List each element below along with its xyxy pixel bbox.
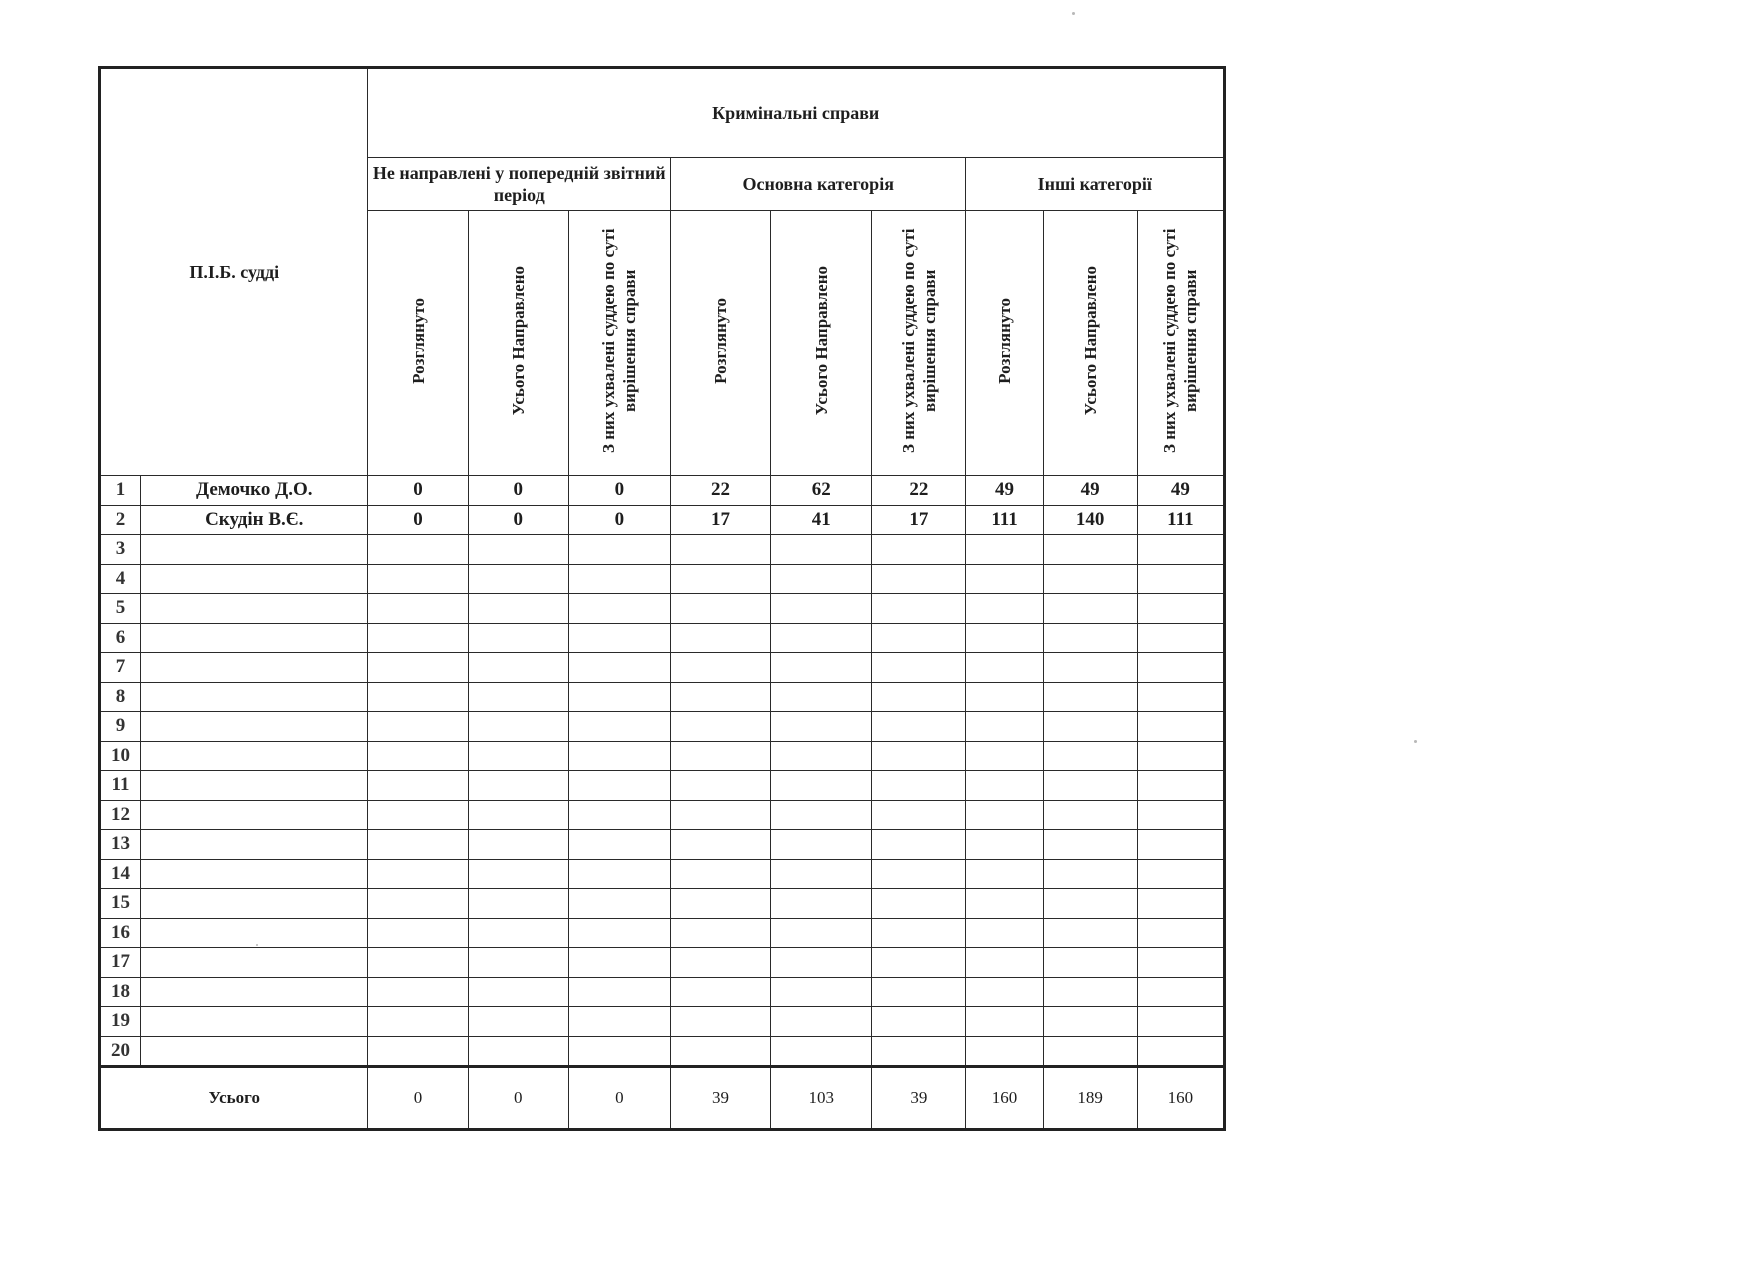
value-cell bbox=[872, 948, 966, 978]
value-cell bbox=[670, 1007, 770, 1037]
value-cell bbox=[1137, 948, 1224, 978]
value-cell bbox=[1043, 977, 1137, 1007]
value-cell bbox=[966, 741, 1043, 771]
subcolumn-header bbox=[468, 211, 568, 476]
value-cell bbox=[1043, 741, 1137, 771]
value-cell bbox=[1137, 1036, 1224, 1067]
value-cell bbox=[966, 653, 1043, 683]
judge-name-cell bbox=[141, 830, 368, 860]
value-cell bbox=[1137, 535, 1224, 565]
value-cell bbox=[670, 535, 770, 565]
row-number: 16 bbox=[100, 918, 141, 948]
value-cell bbox=[468, 918, 568, 948]
judge-name-cell bbox=[141, 623, 368, 653]
value-cell bbox=[771, 948, 872, 978]
value-cell bbox=[368, 682, 468, 712]
subcolumn-label: Розглянуто bbox=[408, 297, 428, 384]
value-cell bbox=[1137, 594, 1224, 624]
value-cell bbox=[771, 918, 872, 948]
subcolumn-header bbox=[872, 211, 966, 476]
value-cell bbox=[1043, 623, 1137, 653]
subcolumn-label: Розглянуто bbox=[995, 297, 1015, 384]
total-label: Усього bbox=[100, 1067, 368, 1130]
value-cell bbox=[872, 535, 966, 565]
judge-name-cell bbox=[141, 889, 368, 919]
subcolumn-header bbox=[1137, 211, 1224, 476]
value-cell bbox=[771, 830, 872, 860]
value-cell: 22 bbox=[670, 476, 770, 506]
row-number: 12 bbox=[100, 800, 141, 830]
value-cell bbox=[966, 771, 1043, 801]
value-cell bbox=[568, 741, 670, 771]
value-cell bbox=[368, 653, 468, 683]
value-cell bbox=[1137, 653, 1224, 683]
group-header-other-categories: Інші категорії bbox=[966, 158, 1225, 211]
value-cell bbox=[670, 771, 770, 801]
table-row bbox=[100, 948, 1225, 978]
value-cell bbox=[966, 948, 1043, 978]
value-cell bbox=[368, 800, 468, 830]
value-cell bbox=[468, 594, 568, 624]
value-cell bbox=[771, 682, 872, 712]
value-cell bbox=[771, 594, 872, 624]
total-value-cell: 0 bbox=[468, 1067, 568, 1130]
value-cell bbox=[872, 800, 966, 830]
value-cell bbox=[468, 564, 568, 594]
value-cell: 49 bbox=[966, 476, 1043, 506]
value-cell bbox=[368, 594, 468, 624]
judge-name-header: П.І.Б. судді bbox=[100, 68, 368, 476]
table-row bbox=[100, 1007, 1225, 1037]
value-cell bbox=[1043, 653, 1137, 683]
value-cell bbox=[872, 653, 966, 683]
value-cell bbox=[568, 977, 670, 1007]
table-row bbox=[100, 918, 1225, 948]
subcolumn-label: Розглянуто bbox=[711, 297, 731, 384]
value-cell: 0 bbox=[568, 505, 670, 535]
row-number: 8 bbox=[100, 682, 141, 712]
value-cell bbox=[468, 800, 568, 830]
value-cell bbox=[670, 948, 770, 978]
value-cell bbox=[368, 535, 468, 565]
value-cell bbox=[1137, 623, 1224, 653]
value-cell bbox=[872, 712, 966, 742]
value-cell bbox=[1043, 800, 1137, 830]
value-cell bbox=[670, 741, 770, 771]
subcolumn-label: Усього Направлено bbox=[508, 265, 528, 416]
value-cell bbox=[670, 889, 770, 919]
judge-name-cell bbox=[141, 594, 368, 624]
row-number: 2 bbox=[100, 505, 141, 535]
value-cell bbox=[872, 682, 966, 712]
value-cell bbox=[872, 977, 966, 1007]
judge-name-cell bbox=[141, 682, 368, 712]
value-cell bbox=[670, 800, 770, 830]
value-cell bbox=[966, 918, 1043, 948]
table-row bbox=[100, 712, 1225, 742]
row-number: 15 bbox=[100, 889, 141, 919]
value-cell bbox=[1043, 712, 1137, 742]
total-value-cell: 160 bbox=[966, 1067, 1043, 1130]
value-cell bbox=[872, 1036, 966, 1067]
value-cell bbox=[670, 712, 770, 742]
value-cell bbox=[771, 712, 872, 742]
value-cell bbox=[568, 594, 670, 624]
value-cell bbox=[966, 594, 1043, 624]
value-cell bbox=[670, 918, 770, 948]
value-cell bbox=[468, 859, 568, 889]
value-cell bbox=[670, 977, 770, 1007]
value-cell bbox=[1137, 682, 1224, 712]
value-cell: 17 bbox=[670, 505, 770, 535]
value-cell: 17 bbox=[872, 505, 966, 535]
value-cell bbox=[1043, 830, 1137, 860]
value-cell bbox=[468, 948, 568, 978]
value-cell bbox=[468, 889, 568, 919]
table-row bbox=[100, 535, 1225, 565]
value-cell bbox=[872, 859, 966, 889]
value-cell bbox=[1137, 712, 1224, 742]
table-row bbox=[100, 771, 1225, 801]
value-cell bbox=[1137, 859, 1224, 889]
scan-speck bbox=[1072, 12, 1075, 15]
value-cell bbox=[670, 623, 770, 653]
value-cell bbox=[1137, 977, 1224, 1007]
subcolumn-header bbox=[966, 211, 1043, 476]
value-cell bbox=[771, 800, 872, 830]
row-number: 10 bbox=[100, 741, 141, 771]
value-cell bbox=[368, 1007, 468, 1037]
value-cell: 111 bbox=[1137, 505, 1224, 535]
value-cell bbox=[966, 889, 1043, 919]
value-cell bbox=[468, 623, 568, 653]
value-cell bbox=[568, 1036, 670, 1067]
value-cell bbox=[771, 535, 872, 565]
judge-name-cell bbox=[141, 918, 368, 948]
row-number: 17 bbox=[100, 948, 141, 978]
row-number: 13 bbox=[100, 830, 141, 860]
value-cell bbox=[568, 712, 670, 742]
value-cell bbox=[1137, 800, 1224, 830]
value-cell bbox=[1043, 1007, 1137, 1037]
row-number: 5 bbox=[100, 594, 141, 624]
value-cell bbox=[966, 859, 1043, 889]
value-cell bbox=[771, 623, 872, 653]
judge-name-cell bbox=[141, 535, 368, 565]
group-header-main-category: Основна категорія bbox=[670, 158, 966, 211]
value-cell bbox=[368, 830, 468, 860]
value-cell bbox=[1043, 771, 1137, 801]
value-cell bbox=[468, 535, 568, 565]
value-cell bbox=[771, 771, 872, 801]
judge-name-cell bbox=[141, 712, 368, 742]
row-number: 18 bbox=[100, 977, 141, 1007]
value-cell bbox=[771, 889, 872, 919]
table-row bbox=[100, 594, 1225, 624]
total-value-cell: 189 bbox=[1043, 1067, 1137, 1130]
value-cell bbox=[368, 741, 468, 771]
value-cell bbox=[568, 948, 670, 978]
value-cell: 0 bbox=[468, 476, 568, 506]
value-cell bbox=[468, 830, 568, 860]
value-cell: 0 bbox=[368, 505, 468, 535]
subcolumn-header bbox=[771, 211, 872, 476]
value-cell bbox=[1137, 771, 1224, 801]
subcolumn-label: З них ухвалені суддею по суті вирішення справи bbox=[1160, 228, 1201, 453]
value-cell bbox=[468, 712, 568, 742]
subcolumn-header bbox=[368, 211, 468, 476]
value-cell bbox=[1137, 889, 1224, 919]
value-cell bbox=[771, 653, 872, 683]
value-cell bbox=[966, 1007, 1043, 1037]
value-cell bbox=[771, 741, 872, 771]
value-cell bbox=[368, 918, 468, 948]
value-cell bbox=[771, 977, 872, 1007]
value-cell bbox=[872, 830, 966, 860]
value-cell bbox=[670, 682, 770, 712]
value-cell bbox=[771, 1007, 872, 1037]
value-cell bbox=[1043, 564, 1137, 594]
value-cell bbox=[872, 623, 966, 653]
value-cell bbox=[771, 859, 872, 889]
row-number: 9 bbox=[100, 712, 141, 742]
value-cell bbox=[872, 889, 966, 919]
value-cell bbox=[966, 977, 1043, 1007]
value-cell bbox=[1043, 918, 1137, 948]
value-cell bbox=[568, 800, 670, 830]
table-row bbox=[100, 682, 1225, 712]
value-cell bbox=[1043, 859, 1137, 889]
value-cell bbox=[1137, 1007, 1224, 1037]
value-cell bbox=[872, 1007, 966, 1037]
value-cell bbox=[568, 1007, 670, 1037]
total-value-cell: 39 bbox=[872, 1067, 966, 1130]
value-cell bbox=[368, 889, 468, 919]
criminal-cases-report-table bbox=[98, 66, 1226, 1131]
value-cell: 62 bbox=[771, 476, 872, 506]
value-cell bbox=[1043, 594, 1137, 624]
table-row bbox=[100, 800, 1225, 830]
table-row bbox=[100, 476, 1225, 506]
total-value-cell: 103 bbox=[771, 1067, 872, 1130]
value-cell bbox=[966, 1036, 1043, 1067]
subcolumn-header bbox=[568, 211, 670, 476]
value-cell bbox=[1137, 830, 1224, 860]
value-cell bbox=[368, 771, 468, 801]
judge-name-cell bbox=[141, 859, 368, 889]
value-cell bbox=[368, 859, 468, 889]
value-cell bbox=[368, 1036, 468, 1067]
value-cell bbox=[1137, 918, 1224, 948]
row-number: 4 bbox=[100, 564, 141, 594]
judge-name-cell bbox=[141, 948, 368, 978]
value-cell bbox=[468, 771, 568, 801]
value-cell: 22 bbox=[872, 476, 966, 506]
row-number: 19 bbox=[100, 1007, 141, 1037]
value-cell bbox=[1043, 889, 1137, 919]
judge-name-cell: Скудін В.Є. bbox=[141, 505, 368, 535]
value-cell bbox=[670, 859, 770, 889]
value-cell bbox=[568, 653, 670, 683]
value-cell bbox=[568, 771, 670, 801]
scan-speck bbox=[256, 944, 258, 946]
row-number: 14 bbox=[100, 859, 141, 889]
subcolumn-label: З них ухвалені суддею по суті вирішення справи bbox=[898, 228, 939, 453]
judge-name-cell bbox=[141, 771, 368, 801]
value-cell: 140 bbox=[1043, 505, 1137, 535]
value-cell bbox=[670, 653, 770, 683]
row-number: 7 bbox=[100, 653, 141, 683]
value-cell bbox=[368, 564, 468, 594]
judge-name-cell bbox=[141, 741, 368, 771]
table-row bbox=[100, 889, 1225, 919]
table-row bbox=[100, 623, 1225, 653]
table-row bbox=[100, 830, 1225, 860]
group-header-previous-period: Не направлені у попередній звітний період bbox=[368, 158, 671, 211]
value-cell: 0 bbox=[368, 476, 468, 506]
value-cell bbox=[568, 682, 670, 712]
row-number: 1 bbox=[100, 476, 141, 506]
value-cell bbox=[568, 918, 670, 948]
value-cell bbox=[1043, 1036, 1137, 1067]
value-cell bbox=[368, 623, 468, 653]
value-cell bbox=[568, 830, 670, 860]
total-value-cell: 0 bbox=[568, 1067, 670, 1130]
total-row bbox=[100, 1067, 1225, 1130]
table-row bbox=[100, 505, 1225, 535]
value-cell bbox=[771, 564, 872, 594]
table-row bbox=[100, 977, 1225, 1007]
value-cell bbox=[1043, 535, 1137, 565]
table-row bbox=[100, 741, 1225, 771]
subcolumn-header bbox=[1043, 211, 1137, 476]
value-cell bbox=[468, 653, 568, 683]
value-cell bbox=[966, 682, 1043, 712]
value-cell bbox=[670, 830, 770, 860]
scan-speck bbox=[1414, 740, 1417, 743]
row-number: 3 bbox=[100, 535, 141, 565]
value-cell bbox=[468, 1036, 568, 1067]
value-cell bbox=[1043, 682, 1137, 712]
value-cell bbox=[966, 712, 1043, 742]
subcolumn-label: Усього Направлено bbox=[1080, 265, 1100, 416]
value-cell bbox=[468, 1007, 568, 1037]
value-cell bbox=[568, 535, 670, 565]
value-cell bbox=[670, 594, 770, 624]
value-cell bbox=[966, 800, 1043, 830]
total-value-cell: 0 bbox=[368, 1067, 468, 1130]
value-cell bbox=[368, 977, 468, 1007]
row-number: 6 bbox=[100, 623, 141, 653]
subcolumn-label: З них ухвалені суддею по суті вирішення справи bbox=[599, 228, 640, 453]
value-cell bbox=[1137, 564, 1224, 594]
value-cell: 49 bbox=[1137, 476, 1224, 506]
judge-name-cell bbox=[141, 977, 368, 1007]
value-cell bbox=[966, 623, 1043, 653]
judge-name-cell: Демочко Д.О. bbox=[141, 476, 368, 506]
value-cell bbox=[368, 948, 468, 978]
value-cell bbox=[872, 771, 966, 801]
table-row bbox=[100, 564, 1225, 594]
judge-name-cell bbox=[141, 800, 368, 830]
value-cell bbox=[966, 564, 1043, 594]
total-value-cell: 39 bbox=[670, 1067, 770, 1130]
value-cell bbox=[568, 889, 670, 919]
row-number: 11 bbox=[100, 771, 141, 801]
value-cell bbox=[468, 977, 568, 1007]
value-cell: 0 bbox=[568, 476, 670, 506]
value-cell bbox=[468, 682, 568, 712]
value-cell bbox=[568, 564, 670, 594]
value-cell bbox=[468, 741, 568, 771]
value-cell: 49 bbox=[1043, 476, 1137, 506]
value-cell: 0 bbox=[468, 505, 568, 535]
subcolumn-header bbox=[670, 211, 770, 476]
table-row bbox=[100, 653, 1225, 683]
value-cell bbox=[1137, 741, 1224, 771]
value-cell bbox=[670, 1036, 770, 1067]
value-cell bbox=[872, 594, 966, 624]
section-title: Кримінальні справи bbox=[368, 68, 1225, 158]
value-cell bbox=[872, 741, 966, 771]
value-cell: 41 bbox=[771, 505, 872, 535]
value-cell bbox=[568, 623, 670, 653]
judge-name-cell bbox=[141, 1007, 368, 1037]
value-cell bbox=[368, 712, 468, 742]
table-row bbox=[100, 1036, 1225, 1067]
table-row bbox=[100, 859, 1225, 889]
row-number: 20 bbox=[100, 1036, 141, 1067]
subcolumn-label: Усього Направлено bbox=[811, 265, 831, 416]
value-cell bbox=[568, 859, 670, 889]
judge-name-cell bbox=[141, 1036, 368, 1067]
value-cell bbox=[966, 830, 1043, 860]
value-cell bbox=[771, 1036, 872, 1067]
value-cell: 111 bbox=[966, 505, 1043, 535]
total-value-cell: 160 bbox=[1137, 1067, 1224, 1130]
value-cell bbox=[966, 535, 1043, 565]
judge-name-cell bbox=[141, 653, 368, 683]
value-cell bbox=[1043, 948, 1137, 978]
judge-name-cell bbox=[141, 564, 368, 594]
value-cell bbox=[670, 564, 770, 594]
value-cell bbox=[872, 918, 966, 948]
value-cell bbox=[872, 564, 966, 594]
